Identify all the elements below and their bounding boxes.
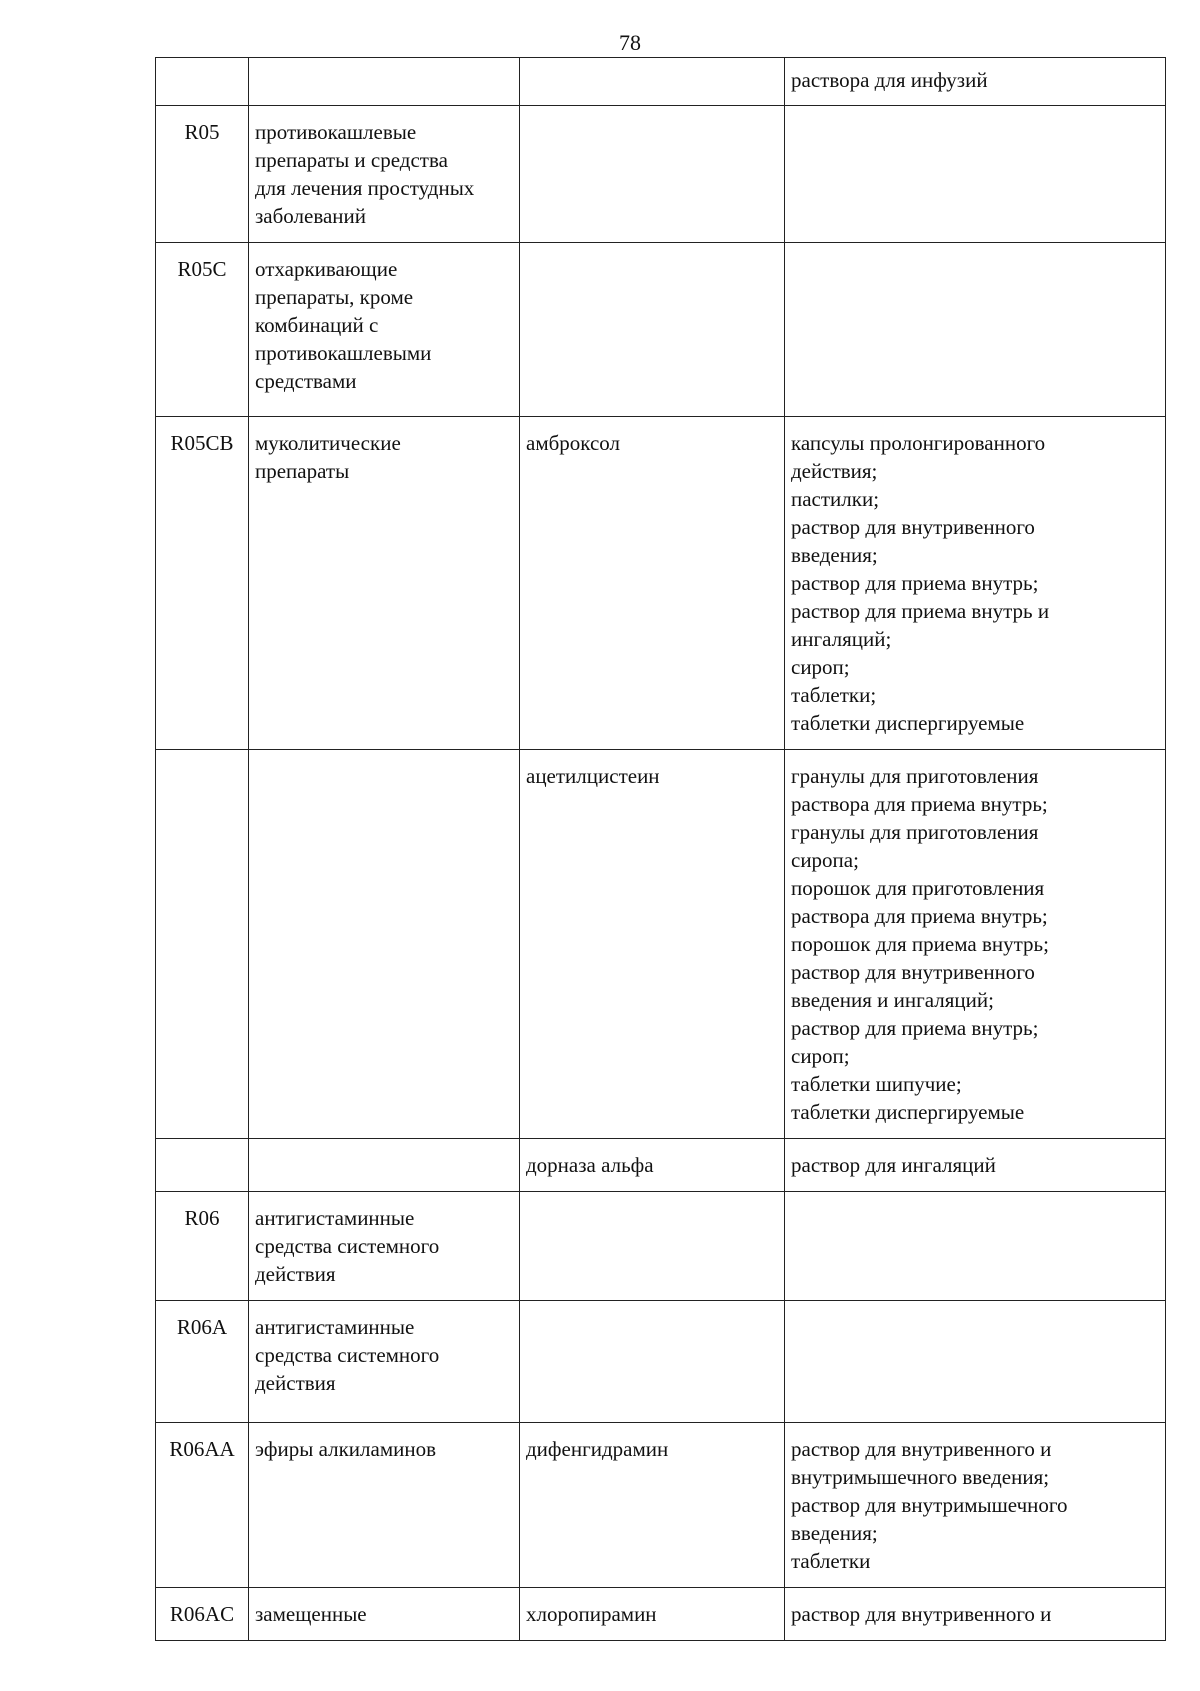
atc-code-cell: R05CB bbox=[156, 417, 249, 750]
atc-group-name-cell bbox=[249, 1139, 520, 1192]
atc-group-name-cell bbox=[249, 58, 520, 106]
drug-name-cell bbox=[520, 106, 785, 243]
atc-group-name-cell: замещенные bbox=[249, 1588, 520, 1641]
dosage-form-cell bbox=[785, 243, 1166, 417]
table-row bbox=[156, 1192, 1166, 1301]
table-row bbox=[156, 58, 1166, 106]
atc-code-cell bbox=[156, 58, 249, 106]
dosage-form-cell: гранулы для приготовления раствора для приема внутрь; гранулы для приготовления сиропа; порошок для приготовления раствора для приема внутрь; порошок для приема внутрь; раствор для внутривенного введения и ингаляций; раствор для приема внутрь; сироп; таблетки шипучие; таблетки диспергируемые bbox=[785, 750, 1166, 1139]
table-row bbox=[156, 1301, 1166, 1423]
drug-name-cell: дорназа альфа bbox=[520, 1139, 785, 1192]
dosage-form-cell: раствор для внутривенного и bbox=[785, 1588, 1166, 1641]
table-row bbox=[156, 1423, 1166, 1588]
atc-group-name-cell: муколитические препараты bbox=[249, 417, 520, 750]
atc-code-cell bbox=[156, 1139, 249, 1192]
atc-code-cell: R05C bbox=[156, 243, 249, 417]
table-row bbox=[156, 106, 1166, 243]
dosage-form-cell bbox=[785, 106, 1166, 243]
atc-group-name-cell bbox=[249, 750, 520, 1139]
table-row bbox=[156, 1139, 1166, 1192]
drug-name-cell: ацетилцистеин bbox=[520, 750, 785, 1139]
table-row bbox=[156, 1588, 1166, 1641]
dosage-form-cell: капсулы пролонгированного действия; пастилки; раствор для внутривенного введения; раствор для приема внутрь; раствор для приема внутрь и ингаляций; сироп; таблетки; таблетки диспергируемые bbox=[785, 417, 1166, 750]
page-number: 78 bbox=[619, 30, 641, 55]
drug-name-cell bbox=[520, 1192, 785, 1301]
drug-name-cell: амброксол bbox=[520, 417, 785, 750]
atc-code-cell: R06AA bbox=[156, 1423, 249, 1588]
atc-group-name-cell: антигистаминные средства системного действия bbox=[249, 1301, 520, 1423]
dosage-form-cell bbox=[785, 1192, 1166, 1301]
dosage-form-cell bbox=[785, 1301, 1166, 1423]
drug-name-cell bbox=[520, 58, 785, 106]
dosage-form-cell: раствора для инфузий bbox=[785, 58, 1166, 106]
drug-name-cell bbox=[520, 1301, 785, 1423]
dosage-form-cell: раствор для внутривенного и внутримышечного введения; раствор для внутримышечного введения; таблетки bbox=[785, 1423, 1166, 1588]
table-row bbox=[156, 417, 1166, 750]
atc-code-cell: R06AC bbox=[156, 1588, 249, 1641]
atc-group-name-cell: эфиры алкиламинов bbox=[249, 1423, 520, 1588]
drug-name-cell: хлоропирамин bbox=[520, 1588, 785, 1641]
table-row bbox=[156, 243, 1166, 417]
atc-group-name-cell: антигистаминные средства системного действия bbox=[249, 1192, 520, 1301]
atc-code-cell: R05 bbox=[156, 106, 249, 243]
atc-code-cell: R06A bbox=[156, 1301, 249, 1423]
drug-name-cell: дифенгидрамин bbox=[520, 1423, 785, 1588]
atc-code-cell bbox=[156, 750, 249, 1139]
atc-code-cell: R06 bbox=[156, 1192, 249, 1301]
atc-group-name-cell: отхаркивающие препараты, кроме комбинаций с противокашлевыми средствами bbox=[249, 243, 520, 417]
dosage-form-cell: раствор для ингаляций bbox=[785, 1139, 1166, 1192]
table-row bbox=[156, 750, 1166, 1139]
atc-group-name-cell: противокашлевые препараты и средства для лечения простудных заболеваний bbox=[249, 106, 520, 243]
drug-table bbox=[155, 57, 1166, 1641]
drug-name-cell bbox=[520, 243, 785, 417]
